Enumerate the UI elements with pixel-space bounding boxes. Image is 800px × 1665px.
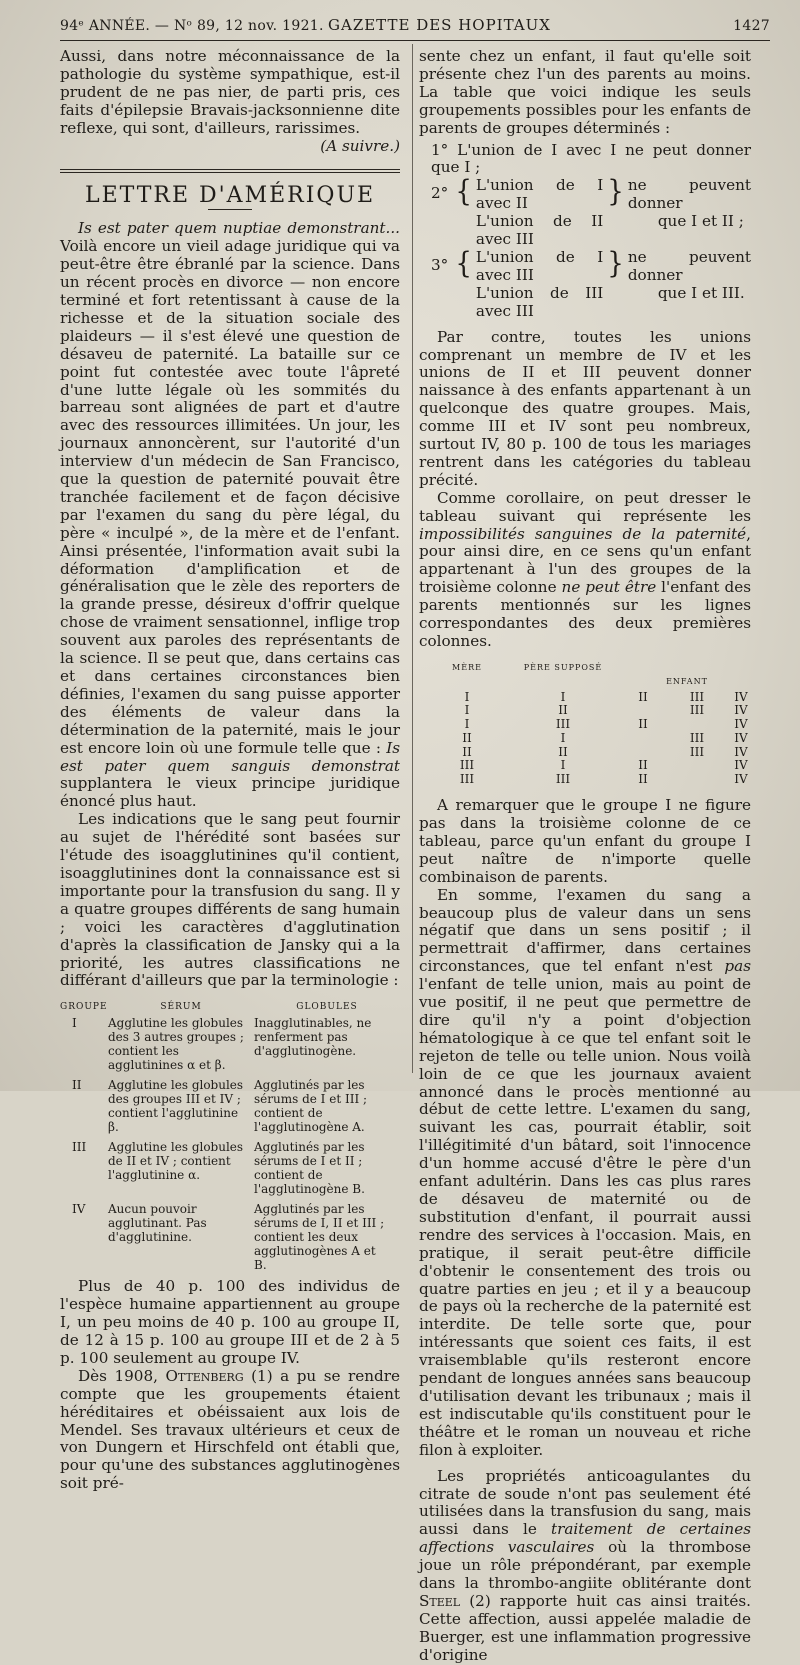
table-cell: I xyxy=(560,758,566,773)
article-title: LETTRE D'AMÉRIQUE xyxy=(84,183,376,209)
table-cell: IV xyxy=(734,772,748,787)
table-row xyxy=(419,759,751,773)
table-cell: II xyxy=(638,717,648,732)
union-line-1: 1° L'union de I avec I ne peut donner que I ; xyxy=(431,140,751,177)
header-father: PÈRE SUPPOSÉ xyxy=(523,662,603,672)
right-column xyxy=(419,48,751,1665)
serum-table xyxy=(60,1000,400,1272)
table-cell xyxy=(611,704,675,718)
table-cell: I xyxy=(464,717,470,732)
table-cell: I xyxy=(464,703,470,718)
table-cell: III xyxy=(689,703,705,718)
table-cell xyxy=(611,732,675,746)
table-cell: IV xyxy=(734,758,748,773)
serum-header-group: GROUPE xyxy=(60,1002,108,1013)
issue-info: 94ᵉ ANNÉE. — Nᵒ 89, 12 nov. 1921. xyxy=(60,18,324,34)
table-cell: II xyxy=(558,703,568,718)
globules-cell: Agglutinés par les sérums de I et II ; contient de l'agglutinogène B. xyxy=(254,1140,365,1197)
left-column xyxy=(60,48,400,1493)
table-cell: I xyxy=(560,689,566,704)
table-cell: IV xyxy=(734,717,748,732)
globules-cell: Inagglutinables, ne renferment pas d'agglutinogène. xyxy=(254,1016,372,1059)
table-cell: III xyxy=(689,730,705,745)
adage-italic: Is est pater quem nuptiae demonstrant... xyxy=(78,219,400,238)
article-paragraph-1: Is est pater quem nuptiae demonstrant... Voilà encore un vieil adage juridique qui va peut-être être ébranlé par la science. Dans un récent procès en divorce — non encore terminé et fort retentissant à cause de la richesse et de la situation sociale des plaideurs — il s'est élevé une question de désaveu de paternité. La bataille sur ce point fut contestée avec toute l'âpreté d'une lutte légale où les sommités du barreau sont alignées de part et d'autre avec des ressources illimitées. Un jour, les journaux annoncèrent, sur l'autorité d'un interview d'un médecin de San Francisco, que la question de paternité pouvait être tranchée facilement et de façon décisive par l'examen du sang du père légal, du père « inculpé », de la mère et de l'enfant. Ainsi présentée, l'information avait subi la déformation d'amplification et de généralisation que le zèle des reporters de la grande presse, désireux d'offrir quelque chose de vraiment sensationnel, inflige trop souvent aux paroles des représentants de la science. Il se peut que, dans certains cas et dans certaines circonstances bien définies, l'examen du sang puisse apporter des éléments de valeur dans la détermination de la paternité, mais le jour est encore loin où une formule telle que : Is est pater quem sanguis demonstrat supplantera le vieux principe juridique énoncé plus haut. xyxy=(60,219,400,811)
serum-cell: Agglutine les globules des groupes III et IV ; contient l'agglutinine β. xyxy=(108,1078,244,1135)
paternity-table-body xyxy=(419,691,751,788)
table-cell: III xyxy=(459,758,475,773)
table-cell: IV xyxy=(734,689,748,704)
table-cell: III xyxy=(689,689,705,704)
header-child: ENFANT xyxy=(666,676,708,686)
table-cell: IV xyxy=(734,703,748,718)
table-cell xyxy=(675,718,719,732)
table-row xyxy=(419,691,751,705)
table-cell: II xyxy=(638,689,648,704)
table-row xyxy=(60,1202,400,1272)
union-line-3: 3° { L'union de I avec III L'union de III avec III } ne peuvent donner que I et III. xyxy=(431,247,751,320)
table-cell: II xyxy=(462,730,472,745)
group-cell: III xyxy=(72,1140,87,1155)
right-paragraph-4: A remarquer que le groupe I ne figure pas dans la troisième colonne de ce tableau, parce qu'un enfant du groupe I peut naître de n'importe quelle combinaison de parents. xyxy=(419,796,751,886)
serum-cell: Agglutine les globules de II et IV ; contient l'agglutinine α. xyxy=(108,1140,244,1183)
table-cell xyxy=(675,759,719,773)
group-cell: IV xyxy=(72,1202,86,1217)
right-paragraph-3: Comme corollaire, on peut dresser le tableau suivant qui représente les impossibilités sanguines de la paternité, pour ainsi dire, en ce sens qu'un enfant appartenant à l'un des groupes de la troisième colonne ne peut être l'enfant des parents mentionnés sur les lignes correspondantes des deux premières colonnes. xyxy=(419,488,752,650)
globules-cell: Agglutinés par les sérums de I, II et III ; contient les deux agglutinogènes A et B. xyxy=(254,1202,385,1273)
serum-cell: Aucun pouvoir agglutinant. Pas d'agglutinine. xyxy=(108,1202,207,1245)
table-cell: II xyxy=(558,744,568,759)
table-cell: I xyxy=(560,730,566,745)
author-name: Ottenberg xyxy=(165,1366,244,1385)
group-cell: I xyxy=(72,1016,77,1031)
table-cell: II xyxy=(638,758,648,773)
table-row xyxy=(60,1078,400,1134)
union-line-2: 2° { L'union de I avec II L'union de II avec III } ne peuvent donner que I et II ; xyxy=(431,175,751,249)
globules-cell: Agglutinés par les sérums de I et III ; contient de l'agglutinogène A. xyxy=(254,1078,368,1135)
article-paragraph-3: Plus de 40 p. 100 des individus de l'espèce humaine appartiennent au groupe I, un peu moins de 40 p. 100 au groupe II, de 12 à 15 p. 100 au groupe III et de 2 à 5 p. 100 seulement au groupe IV. xyxy=(60,1277,400,1367)
table-cell: III xyxy=(555,772,571,787)
table-row xyxy=(60,1016,400,1072)
table-cell: III xyxy=(459,772,475,787)
paternity-table xyxy=(419,661,751,787)
table-row xyxy=(419,773,751,787)
serum-header-serum: SÉRUM xyxy=(160,1002,202,1013)
table-row xyxy=(419,704,751,718)
page-header xyxy=(60,14,770,40)
right-paragraph-5: En somme, l'examen du sang a beaucoup plus de valeur dans un sens négatif que dans un sens positif ; il permettrait d'affirmer, dans certaines circonstances, que tel enfant n'est pas l'enfant de telle union, mais au point de vue positif, il ne peut que permettre de dire qu'il n'y a point d'objection hématologique à ce que tel enfant soit le rejeton de telle ou telle union. Nous voilà loin de ce que les journaux avaient annoncé dans le procès mentionné au début de cette lettre. L'examen du sang, suivant les cas, pourrait établir, soit l'illégitimité d'un bâtard, soit l'innocence d'un homme accusé d'être le père d'un enfant adultérin. Dans les cas plus rares de désaveu de maternité ou de substitution d'enfant, il pourrait aussi rendre des services à l'occasion. Mais, en pratique, il serait peut-être difficile d'obtenir le consentement des trois ou quatre parties en jeu ; et il y a beaucoup de pays où la recherche de la paternité est interdite. De telle sorte que, pour intéressants que soient ces faits, il est vraisemblable qu'ils resteront encore pendant de longues années sans beaucoup d'utilisation devant les tribunaux ; mais il est indiscutable qu'ils constituent pour le théâtre et le roman un nouveau et riche filon à exploiter. xyxy=(419,885,751,1459)
table-row xyxy=(419,732,751,746)
article-paragraph-2: Les indications que le sang peut fournir au sujet de l'hérédité sont basées sur l'étude des isoagglutinines qu'il contient, isoagglutinines dont la connaissance est si importante pour la transfusion du sang. Il y a quatre groupes différents de sang humain ; voici les caractères d'agglutination d'après la classification de Jansky qui a la priorité, les autres classifications ne différant d'ailleurs que par la terminologie : xyxy=(60,810,400,990)
table-cell: II xyxy=(638,772,648,787)
group-unions-list xyxy=(431,142,751,321)
group-cell: II xyxy=(72,1078,82,1093)
table-row xyxy=(419,718,751,732)
table-cell xyxy=(675,773,719,787)
header-rule xyxy=(60,40,770,41)
right-paragraph-2: Par contre, toutes les unions comprenant un membre de IV et les unions de II et III peuvent donner naissance à des enfants appartenant à un quelconque des quatre groupes. Mais, comme III et IV sont peu nombreux, surtout IV, 80 p. 100 de tous les mariages rentrent dans les catégories du tableau précité. xyxy=(419,327,751,489)
table-row xyxy=(60,1140,400,1196)
serum-table-headers xyxy=(60,1000,400,1014)
right-paragraph-6: Les propriétés anticoagulantes du citrate de soude n'ont pas seulement été utilisées dans la transfusion du sang, mais aussi dans le traitement de certaines affections vasculaires où la thrombose joue un rôle prépondérant, par exemple dans la thrombo-angiite oblitérante dont Steel (2) rapporte huit cas ainsi traités. Cette affection, aussi appelée maladie de Buerger, est une inflammation progressive d'origine xyxy=(419,1466,751,1664)
serum-header-globules: GLOBULES xyxy=(296,1002,358,1013)
table-cell: IV xyxy=(734,730,748,745)
section-double-rule xyxy=(60,169,400,173)
author-name: Steel xyxy=(419,1591,461,1610)
header-mother: MÈRE xyxy=(452,662,482,672)
journal-title: GAZETTE DES HOPITAUX xyxy=(328,16,551,34)
intro-paragraph: Aussi, dans notre méconnaissance de la pathologie du système sympathique, est-il prudent de ne pas nier, de parti pris, ces faits d'épilepsie Bravais-jacksonnienne dite reflexe, qui sont, d'ailleurs, rarissimes. xyxy=(60,47,400,137)
table-cell: III xyxy=(689,744,705,759)
table-cell: III xyxy=(555,717,571,732)
table-cell: IV xyxy=(734,744,748,759)
right-paragraph-1: sente chez un enfant, il faut qu'elle soit présente chez l'un des parents au moins. La table que voici indique les seuls groupements possibles pour les enfants de parents de groupes déterminés : xyxy=(419,47,751,137)
formula-italic: Is est pater quem sanguis demonstrat xyxy=(60,738,400,775)
title-short-rule xyxy=(208,209,252,210)
table-cell: I xyxy=(464,689,470,704)
table-row xyxy=(419,746,751,760)
table-cell xyxy=(611,746,675,760)
page-number: 1427 xyxy=(733,18,770,34)
table-cell: II xyxy=(462,744,472,759)
to-be-continued: (A suivre.) xyxy=(320,136,400,155)
article-paragraph-4: Dès 1908, Ottenberg (1) a pu se rendre compte que les groupements étaient héréditaires et obéissaient aux lois de Mendel. Ses travaux ultérieurs et ceux de von Dungern et Hirschfeld ont établi que, pour qu'une des substances agglutinogènes soit pré- xyxy=(60,1366,400,1493)
paternity-table-headers xyxy=(419,661,751,689)
serum-cell: Agglutine les globules des 3 autres groupes ; contient les agglutinines α et β. xyxy=(108,1016,244,1073)
column-divider xyxy=(412,44,413,1073)
